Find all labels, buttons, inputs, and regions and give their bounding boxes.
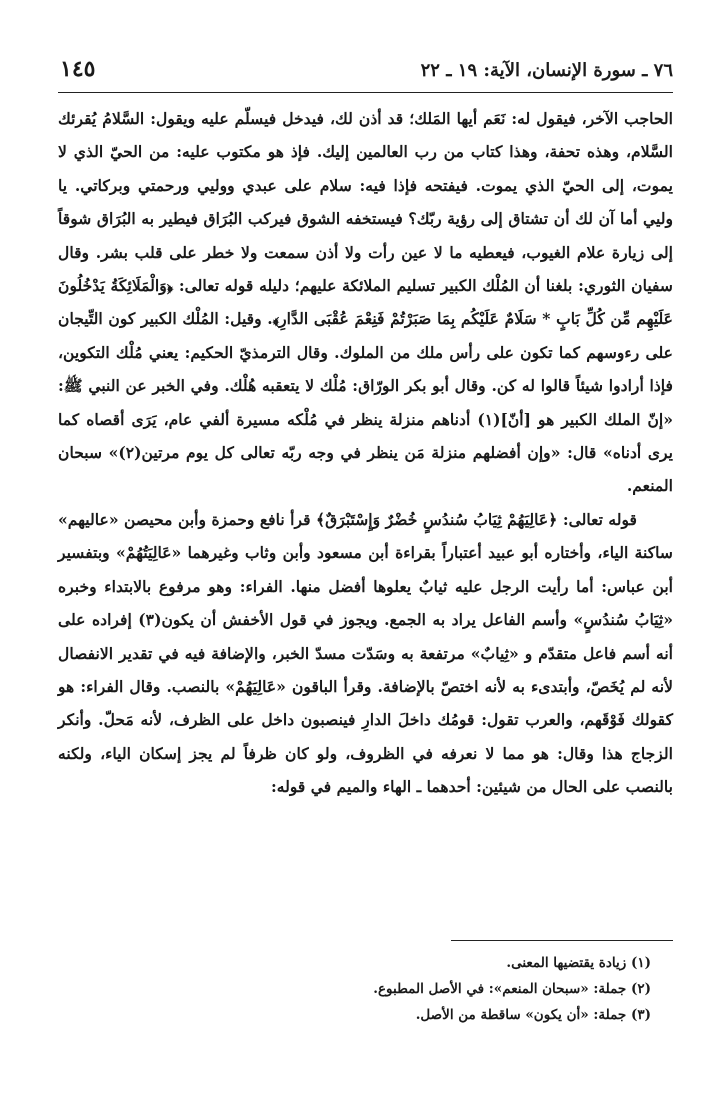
paragraph: الحاجب الآخر، فيقول له: نَعَم أيها المَلك؛ قد أذن لك، فيدخل فيسلّم عليه ويقول: السَّلامُ يُقرئك السَّلام، وهذه تحفة، وهذا كتاب من رب العالمين إليك. فإذ هو مكتوب عليه: من الحيّ الذي لا يموت، إلى الحيّ الذي يموت. فيفتحه فإذا فيه: سلام على عبدي ووليي ورحمتي وبركاتي. يا وليي أما آن لك أن تشتاق إلى رؤية ربّك؟ فيستخفه الشوق فيركب البُرَاق فيطير به البُرَاق شوقاً إلى زيارة علام الغيوب، فيعطيه ما لا عين رأت ولا أذن سمعت ولا خطر على قلب بشر. وقال سفيان الثوري: بلغنا أن المُلْك الكبير تسليم الملائكة عليهم؛ دليله قوله تعالى: ﴿وَالْمَلَائِكَةُ يَدْخُلُونَ عَلَيْهِم مِّن كُلِّ بَابٍ * سَلَامٌ عَلَيْكُم بِمَا صَبَرْتُمْ فَنِعْمَ عُقْبَى الدَّارِ﴾. وقيل: المُلْك الكبير كون التِّيجان على رءوسهم كما تكون على رأس ملك من الملوك. وقال الترمذيّ الحكيم: يعني مُلْك التكوين، فإذا أرادوا شيئاً قالوا له كن. وقال أبو بكر الورّاق: مُلْك لا يتعقبه هُلْك. وفي الخبر عن النبي ﷺ: «إنّ الملك الكبير هو [أنّ](١) أدناهم منزلة ينظر في مُلْكه مسيرة ألفي عام، يَرَى أقصاه كما يرى أدناه» قال: «وإن أفضلهم منزلة مَن ينظر في وجه ربّه تعالى كل يوم مرتين(٢)» سبحان المنعم.: [58, 109, 673, 496]
page-header: [58, 52, 673, 88]
footnote: (٢) جملة: «سبحان المنعم»: في الأصل المطبوع.: [373, 981, 651, 997]
book-page: [58, 52, 673, 1062]
footnotes: [58, 950, 673, 1028]
header-divider: [58, 92, 673, 93]
footnote: (١) زيادة يقتضيها المعنى.: [506, 955, 651, 971]
body-text: [58, 102, 673, 804]
page-number: ١٤٥: [60, 56, 96, 82]
footnote: (٣) جملة: «أن يكون» ساقطة من الأصل.: [415, 1007, 651, 1023]
paragraph: قوله تعالى: ﴿عَالِيَهُمْ ثِيَابُ سُندُسٍ خُضْرٌ وَإِسْتَبْرَقٌ﴾ قرأ نافع وحمزة وأبن محيصن «عاليهم» ساكنة الياء، وأختاره أبو عبيد أعتباراً بقراءة أبن مسعود وأبن وثاب وغيرهما «عَالِيَتُهُمْ» وبتفسير أبن عباس: أما رأيت الرجل عليه ثيابٌ يعلوها أفضل منها. الفراء: وهو مرفوع بالابتداء وخبره «ثِيَابُ سُندُسٍ» وأسم الفاعل يراد به الجمع. ويجوز في قول الأخفش أن يكون(٣) إفراده على أنه أسم فاعل متقدّم و «ثِيابٌ» مرتفعة به وسَدّت مسدّ الخبر، والإضافة فيه في تقدير الانفصال لأنه لم يُخَصّ، وأبتدىء به لأنه اختصّ بالإضافة. وقرأ الباقون «عَالِيَهُمْ» بالنصب. وقال الفراء: هو كقولك فَوْقَهم، والعرب تقول: قومُك داخلَ الدارِ فينصبون داخل على الظرف، لأنه مَحلّ. وأنكر الزجاج هذا وقال: هو مما لا نعرفه في الظروف، ولو كان ظرفاً لم يجز إسكان الياء، ولكنه بالنصب على الحال من شيئين: أحدهما ـ الهاء والميم في قوله:: [58, 509, 673, 797]
running-title: ٧٦ ـ سورة الإنسان، الآية: ١٩ ـ ٢٢: [420, 60, 673, 81]
footnote-divider: [451, 940, 673, 941]
